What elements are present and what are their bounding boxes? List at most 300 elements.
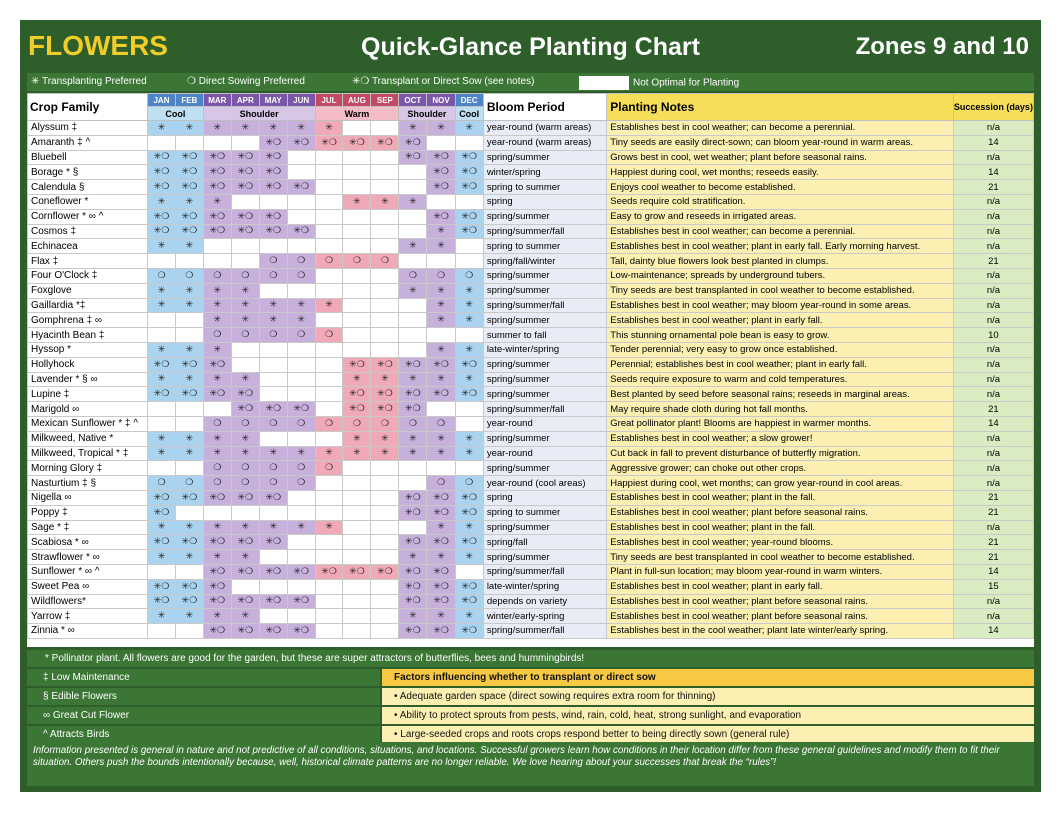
- table-row: [28, 165, 1034, 180]
- month-cell: [231, 579, 259, 594]
- month-cell: [203, 239, 231, 254]
- key-edible-flowers: § Edible Flowers: [27, 688, 380, 705]
- month-cell: [315, 535, 343, 550]
- succession-days: 21: [953, 490, 1033, 505]
- bloom-period: spring/summer/fall: [483, 224, 606, 239]
- planting-note: Happiest during cool, wet months; can grow year-round in cool areas.: [607, 476, 954, 491]
- month-cell: ✳: [148, 239, 176, 254]
- month-cell: ✳❍: [175, 387, 203, 402]
- month-cell: [175, 313, 203, 328]
- month-cell: [427, 328, 455, 343]
- month-cell: [427, 194, 455, 209]
- month-cell: [148, 313, 176, 328]
- month-cell: ✳: [259, 298, 287, 313]
- table-row: [28, 268, 1034, 283]
- month-cell: [399, 476, 427, 491]
- month-cell: ✳❍: [259, 490, 287, 505]
- month-cell: ✳❍: [371, 402, 399, 417]
- month-cell: [399, 298, 427, 313]
- crop-name: Foxglove: [28, 283, 148, 298]
- month-cell: ❍: [175, 268, 203, 283]
- month-cell: [287, 550, 315, 565]
- month-cell: ✳❍: [455, 180, 483, 195]
- month-cell: ✳❍: [175, 535, 203, 550]
- planting-note: Establishes best in cool weather; a slow grower!: [607, 431, 954, 446]
- month-cell: [315, 239, 343, 254]
- month-cell: ❍: [259, 328, 287, 343]
- month-cell: [315, 194, 343, 209]
- month-cell: ✳❍: [427, 535, 455, 550]
- month-cell: [371, 609, 399, 624]
- month-cell: [315, 387, 343, 402]
- month-cell: [343, 328, 371, 343]
- month-header: AUG: [343, 94, 371, 107]
- month-cell: ❍: [315, 461, 343, 476]
- month-cell: ✳: [343, 446, 371, 461]
- month-cell: ❍: [259, 461, 287, 476]
- month-cell: ✳❍: [231, 387, 259, 402]
- month-cell: ✳❍: [175, 150, 203, 165]
- month-cell: ✳❍: [455, 165, 483, 180]
- month-cell: ✳: [371, 431, 399, 446]
- month-cell: ✳: [287, 520, 315, 535]
- month-cell: ✳: [175, 431, 203, 446]
- month-cell: ✳❍: [287, 564, 315, 579]
- month-cell: [287, 372, 315, 387]
- bloom-period: spring/fall/winter: [483, 254, 606, 269]
- month-cell: ✳❍: [231, 490, 259, 505]
- month-cell: ✳: [399, 239, 427, 254]
- month-cell: [287, 194, 315, 209]
- month-cell: ✳❍: [371, 387, 399, 402]
- month-cell: ❍: [427, 476, 455, 491]
- crop-name: Amaranth ‡ ^: [28, 135, 148, 150]
- month-cell: ✳: [399, 431, 427, 446]
- month-cell: [315, 313, 343, 328]
- month-cell: ❍: [203, 476, 231, 491]
- table-row: [28, 194, 1034, 209]
- month-cell: [315, 268, 343, 283]
- table-header: [28, 94, 1034, 121]
- month-cell: ✳❍: [399, 579, 427, 594]
- succession-days: n/a: [953, 268, 1033, 283]
- crop-name: Gomphrena ‡ ∞: [28, 313, 148, 328]
- month-cell: ❍: [343, 254, 371, 269]
- month-cell: ✳❍: [203, 357, 231, 372]
- month-cell: ✳❍: [148, 165, 176, 180]
- month-cell: [455, 416, 483, 431]
- month-cell: ✳: [455, 609, 483, 624]
- month-cell: [371, 298, 399, 313]
- month-cell: ✳: [427, 239, 455, 254]
- month-cell: ❍: [203, 416, 231, 431]
- month-cell: ✳❍: [427, 165, 455, 180]
- table-row: [28, 446, 1034, 461]
- month-header: JAN: [148, 94, 176, 107]
- month-cell: [343, 550, 371, 565]
- season-header: Cool: [455, 107, 483, 121]
- month-cell: ✳: [399, 283, 427, 298]
- month-cell: ✳❍: [259, 624, 287, 639]
- month-cell: [287, 387, 315, 402]
- month-cell: ✳❍: [287, 135, 315, 150]
- crop-name: Zinnia * ∞: [28, 624, 148, 639]
- month-cell: ✳: [203, 446, 231, 461]
- month-cell: [203, 505, 231, 520]
- month-cell: [343, 313, 371, 328]
- bloom-period: spring/summer: [483, 387, 606, 402]
- pollinator-note: * Pollinator plant. All flowers are good for the garden, but these are super attractors of butterflies, bees and hummingbirds!: [27, 650, 1034, 667]
- month-cell: ✳❍: [427, 564, 455, 579]
- month-cell: [371, 490, 399, 505]
- month-cell: [371, 535, 399, 550]
- crop-name: Cornflower * ∞ ^: [28, 209, 148, 224]
- month-cell: ✳: [175, 446, 203, 461]
- month-cell: ✳❍: [427, 505, 455, 520]
- month-cell: [315, 224, 343, 239]
- month-cell: [343, 268, 371, 283]
- planting-note: Tiny seeds are best transplanted in cool weather to become established.: [607, 283, 954, 298]
- season-header: Shoulder: [203, 107, 315, 121]
- month-cell: ✳❍: [148, 357, 176, 372]
- table-row: [28, 550, 1034, 565]
- succession-days: n/a: [953, 594, 1033, 609]
- succession-days: 14: [953, 135, 1033, 150]
- month-cell: [287, 490, 315, 505]
- factor-item: • Adequate garden space (direct sowing requires extra room for thinning): [382, 688, 1034, 705]
- crop-name: Hyacinth Bean ‡: [28, 328, 148, 343]
- succession-days: n/a: [953, 387, 1033, 402]
- month-cell: [259, 342, 287, 357]
- month-cell: [175, 564, 203, 579]
- month-cell: ❍: [399, 268, 427, 283]
- month-cell: [259, 194, 287, 209]
- month-cell: ✳: [231, 372, 259, 387]
- month-cell: ✳: [203, 194, 231, 209]
- crop-name: Sweet Pea ∞: [28, 579, 148, 594]
- month-cell: ❍: [259, 476, 287, 491]
- table-row: [28, 283, 1034, 298]
- legend-bar: [27, 73, 1034, 91]
- month-cell: ✳❍: [175, 209, 203, 224]
- table-row: [28, 564, 1034, 579]
- crop-name: Nigella ∞: [28, 490, 148, 505]
- month-cell: ✳: [427, 446, 455, 461]
- month-cell: ❍: [399, 416, 427, 431]
- month-cell: [343, 224, 371, 239]
- month-cell: [231, 239, 259, 254]
- bloom-period: spring/summer/fall: [483, 298, 606, 313]
- month-cell: ✳❍: [427, 150, 455, 165]
- month-cell: [371, 476, 399, 491]
- month-cell: ✳❍: [315, 564, 343, 579]
- month-cell: ✳❍: [343, 387, 371, 402]
- planting-note: Low-maintenance; spreads by underground tubers.: [607, 268, 954, 283]
- legend-both: ✳❍ Transplant or Direct Sow (see notes): [352, 76, 535, 87]
- month-cell: ❍: [315, 416, 343, 431]
- month-cell: ✳❍: [148, 150, 176, 165]
- month-header: MAY: [259, 94, 287, 107]
- month-cell: ✳❍: [287, 624, 315, 639]
- table-row: [28, 313, 1034, 328]
- month-cell: ✳❍: [455, 505, 483, 520]
- month-cell: [315, 209, 343, 224]
- month-cell: [371, 224, 399, 239]
- month-cell: ❍: [231, 268, 259, 283]
- month-cell: [343, 165, 371, 180]
- crop-name: Nasturtium ‡ §: [28, 476, 148, 491]
- succession-days: n/a: [953, 313, 1033, 328]
- factors-title: Factors influencing whether to transplant or direct sow: [382, 669, 1034, 686]
- month-cell: ✳❍: [259, 135, 287, 150]
- month-cell: [399, 254, 427, 269]
- planting-note: May require shade cloth during hot fall months.: [607, 402, 954, 417]
- crop-name: Echinacea: [28, 239, 148, 254]
- page-title: Quick-Glance Planting Chart: [361, 33, 700, 61]
- month-cell: ✳❍: [231, 402, 259, 417]
- month-cell: [455, 461, 483, 476]
- month-cell: ✳: [231, 609, 259, 624]
- month-cell: ❍: [427, 416, 455, 431]
- month-cell: ✳❍: [259, 180, 287, 195]
- table-row: [28, 535, 1034, 550]
- month-cell: ✳: [175, 239, 203, 254]
- month-cell: ✳: [427, 520, 455, 535]
- table-row: [28, 239, 1034, 254]
- month-cell: [343, 520, 371, 535]
- month-cell: ✳❍: [203, 387, 231, 402]
- month-cell: [287, 209, 315, 224]
- month-cell: ✳: [148, 609, 176, 624]
- planting-note: This stunning ornamental pole bean is easy to grow.: [607, 328, 954, 343]
- month-cell: ✳: [148, 520, 176, 535]
- month-cell: [231, 357, 259, 372]
- month-cell: [315, 624, 343, 639]
- month-cell: [399, 461, 427, 476]
- month-header: MAR: [203, 94, 231, 107]
- month-cell: [231, 194, 259, 209]
- bloom-period: year-round: [483, 416, 606, 431]
- month-cell: [315, 550, 343, 565]
- planting-note: Establishes best in cool weather; plant in the fall.: [607, 520, 954, 535]
- month-cell: ✳: [427, 550, 455, 565]
- bloom-period: spring/summer: [483, 268, 606, 283]
- month-cell: ❍: [148, 268, 176, 283]
- month-cell: ✳: [175, 283, 203, 298]
- crop-name: Poppy ‡: [28, 505, 148, 520]
- month-cell: ❍: [287, 254, 315, 269]
- month-cell: [399, 328, 427, 343]
- month-cell: [315, 594, 343, 609]
- month-cell: ✳: [343, 194, 371, 209]
- succession-days: n/a: [953, 372, 1033, 387]
- bloom-period: spring/summer: [483, 431, 606, 446]
- planting-note: Tiny seeds are easily direct-sown; can bloom year-round in warm areas.: [607, 135, 954, 150]
- month-cell: [148, 328, 176, 343]
- crop-name: Wildflowers*: [28, 594, 148, 609]
- month-cell: [231, 342, 259, 357]
- month-cell: [343, 121, 371, 136]
- table-row: [28, 224, 1034, 239]
- succession-days: 14: [953, 416, 1033, 431]
- planting-table: [27, 93, 1034, 639]
- month-cell: ✳: [399, 121, 427, 136]
- season-header: Cool: [148, 107, 204, 121]
- month-cell: ✳❍: [231, 209, 259, 224]
- month-cell: ✳❍: [399, 564, 427, 579]
- month-cell: ✳: [455, 342, 483, 357]
- month-cell: ✳: [148, 298, 176, 313]
- succession-days: 21: [953, 535, 1033, 550]
- col-planting-notes: Planting Notes: [607, 94, 954, 121]
- month-cell: ✳❍: [287, 180, 315, 195]
- table-row: [28, 150, 1034, 165]
- month-cell: [315, 490, 343, 505]
- month-cell: [148, 135, 176, 150]
- month-cell: ✳: [231, 283, 259, 298]
- month-cell: [455, 328, 483, 343]
- planting-note: Establishes best in cool weather; plant in early fall.: [607, 313, 954, 328]
- month-cell: ✳❍: [259, 402, 287, 417]
- zones-label: Zones 9 and 10: [855, 33, 1029, 60]
- month-cell: ✳: [399, 194, 427, 209]
- month-cell: [371, 550, 399, 565]
- month-cell: ❍: [175, 476, 203, 491]
- month-cell: ✳❍: [231, 165, 259, 180]
- month-cell: [343, 209, 371, 224]
- month-cell: ✳: [371, 372, 399, 387]
- month-cell: ✳: [427, 609, 455, 624]
- planting-note: Establishes best in cool weather; plant before seasonal rains.: [607, 594, 954, 609]
- month-cell: ✳: [203, 550, 231, 565]
- key-cut-flower: ∞ Great Cut Flower: [27, 707, 380, 724]
- month-cell: ✳❍: [148, 505, 176, 520]
- month-cell: [287, 239, 315, 254]
- legend-direct-sow: ❍ Direct Sowing Preferred: [187, 76, 305, 87]
- month-cell: ✳❍: [399, 387, 427, 402]
- crop-name: Morning Glory ‡: [28, 461, 148, 476]
- factor-item: • Large-seeded crops and roots crops respond better to being directly sown (general rule): [382, 726, 1034, 743]
- month-cell: ✳❍: [175, 594, 203, 609]
- month-cell: ❍: [231, 328, 259, 343]
- month-cell: ✳: [287, 446, 315, 461]
- month-cell: ✳❍: [343, 357, 371, 372]
- month-cell: [315, 579, 343, 594]
- planting-note: Easy to grow and reseeds in irrigated areas.: [607, 209, 954, 224]
- month-cell: ✳: [175, 121, 203, 136]
- crop-name: Four O'Clock ‡: [28, 268, 148, 283]
- month-cell: [343, 535, 371, 550]
- month-cell: [371, 313, 399, 328]
- month-cell: ❍: [455, 268, 483, 283]
- month-cell: [427, 135, 455, 150]
- planting-note: Best planted by seed before seasonal rains; reseeds in marginal areas.: [607, 387, 954, 402]
- crop-name: Marigold ∞: [28, 402, 148, 417]
- month-cell: ✳: [203, 313, 231, 328]
- succession-days: 21: [953, 180, 1033, 195]
- month-cell: [371, 150, 399, 165]
- month-cell: [455, 564, 483, 579]
- month-cell: ✳❍: [399, 594, 427, 609]
- month-cell: ✳❍: [427, 594, 455, 609]
- month-cell: [455, 402, 483, 417]
- table-row: [28, 121, 1034, 136]
- planting-note: Perennial; establishes best in cool weather; plant in early fall.: [607, 357, 954, 372]
- month-cell: ✳: [427, 121, 455, 136]
- succession-days: n/a: [953, 520, 1033, 535]
- month-cell: [399, 520, 427, 535]
- planting-note: Establishes best in cool weather; plant before seasonal rains.: [607, 609, 954, 624]
- month-cell: ✳: [455, 431, 483, 446]
- succession-days: 14: [953, 564, 1033, 579]
- month-cell: ✳❍: [231, 150, 259, 165]
- month-cell: [343, 624, 371, 639]
- planting-note: Establishes best in cool weather; plant in early fall.: [607, 579, 954, 594]
- month-cell: [287, 431, 315, 446]
- month-cell: ❍: [231, 416, 259, 431]
- month-cell: [315, 609, 343, 624]
- planting-note: Establishes best in cool weather; plant in early fall. Early morning harvest.: [607, 239, 954, 254]
- succession-days: n/a: [953, 446, 1033, 461]
- month-cell: ✳❍: [231, 535, 259, 550]
- month-cell: ✳: [259, 520, 287, 535]
- month-cell: ✳❍: [231, 564, 259, 579]
- month-cell: ✳❍: [259, 535, 287, 550]
- month-cell: [175, 254, 203, 269]
- table-row: [28, 416, 1034, 431]
- month-cell: ✳: [203, 342, 231, 357]
- succession-days: 21: [953, 254, 1033, 269]
- succession-days: 14: [953, 624, 1033, 639]
- planting-note: Enjoys cool weather to become established.: [607, 180, 954, 195]
- planting-note: Seeds require cold stratification.: [607, 194, 954, 209]
- month-cell: [315, 283, 343, 298]
- month-header: JUL: [315, 94, 343, 107]
- succession-days: n/a: [953, 121, 1033, 136]
- month-cell: [371, 283, 399, 298]
- month-cell: ✳❍: [203, 490, 231, 505]
- month-cell: [343, 505, 371, 520]
- month-cell: ❍: [287, 268, 315, 283]
- table-body: [28, 121, 1034, 639]
- month-cell: ✳❍: [203, 579, 231, 594]
- month-cell: ✳: [148, 446, 176, 461]
- month-cell: ✳: [427, 298, 455, 313]
- month-cell: [371, 520, 399, 535]
- planting-note: Plant in full-sun location; may bloom year-round in warm winters.: [607, 564, 954, 579]
- month-cell: [175, 461, 203, 476]
- month-cell: [371, 342, 399, 357]
- month-cell: [315, 180, 343, 195]
- crop-name: Cosmos ‡: [28, 224, 148, 239]
- month-cell: ✳❍: [148, 490, 176, 505]
- section-title: FLOWERS: [28, 30, 168, 61]
- month-cell: [315, 372, 343, 387]
- bloom-period: spring to summer: [483, 505, 606, 520]
- month-cell: [315, 476, 343, 491]
- month-cell: ✳: [148, 121, 176, 136]
- month-cell: [371, 268, 399, 283]
- table-row: [28, 461, 1034, 476]
- month-cell: [455, 194, 483, 209]
- month-cell: ✳❍: [455, 224, 483, 239]
- col-bloom-period: Bloom Period: [483, 94, 606, 121]
- month-cell: ✳: [203, 609, 231, 624]
- month-cell: ❍: [203, 328, 231, 343]
- month-cell: ❍: [455, 476, 483, 491]
- month-cell: ✳: [175, 609, 203, 624]
- month-cell: ✳❍: [287, 594, 315, 609]
